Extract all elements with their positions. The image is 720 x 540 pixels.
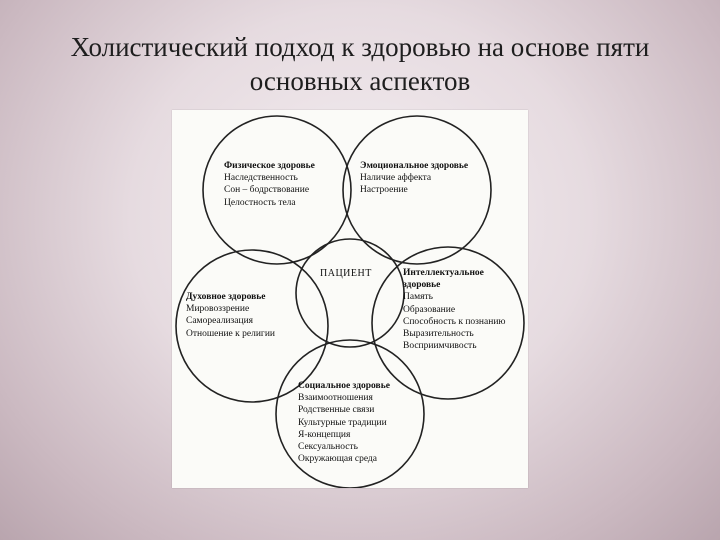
spiritual-heading: Духовное здоровье: [186, 292, 266, 302]
physical-item: Сон – бодрствование: [224, 185, 310, 196]
intellectual-item: Восприимчивость: [403, 341, 477, 352]
emotional-heading: Эмоциональное здоровье: [360, 161, 469, 171]
venn-diagram-figure: [172, 110, 528, 488]
social-item: Окружающая среда: [298, 454, 377, 465]
social-heading: Социальное здоровье: [298, 381, 390, 391]
spiritual-health-label: [186, 291, 275, 340]
emotional-item: Наличие аффекта: [360, 173, 432, 184]
social-item: Я-концепция: [298, 429, 351, 440]
intellectual-item: Способность к познанию: [403, 316, 506, 327]
circle-center: [296, 239, 404, 347]
emotional-item: Настроение: [360, 185, 408, 196]
slide-title: [0, 30, 720, 98]
intellectual-heading-2: здоровье: [403, 280, 441, 291]
social-item: Сексуальность: [298, 442, 358, 453]
intellectual-item: Выразительность: [403, 329, 474, 340]
social-health-label: [298, 380, 390, 465]
title-line-1: Холистический подход к здоровью на основе пяти: [70, 32, 650, 62]
intellectual-item: Память: [403, 292, 433, 303]
intellectual-heading-1: Интеллектуальное: [403, 268, 484, 278]
spiritual-item: Отношение к религии: [186, 328, 275, 339]
social-item: Родственные связи: [298, 405, 375, 416]
spiritual-item: Самореализация: [186, 316, 254, 327]
patient-center-label: ПАЦИЕНТ: [320, 268, 372, 279]
intellectual-item: Образование: [403, 304, 456, 315]
social-item: Культурные традиции: [298, 417, 387, 428]
social-item: Взаимоотношения: [298, 393, 373, 404]
physical-item: Целостность тела: [224, 197, 296, 208]
title-line-2: основных аспектов: [249, 66, 471, 96]
physical-health-label: [224, 160, 315, 209]
spiritual-item: Мировоззрение: [186, 304, 250, 315]
physical-heading: Физическое здоровье: [224, 161, 315, 171]
emotional-health-label: [360, 160, 468, 197]
physical-item: Наследственность: [224, 173, 298, 184]
intellectual-health-label: [403, 267, 506, 352]
